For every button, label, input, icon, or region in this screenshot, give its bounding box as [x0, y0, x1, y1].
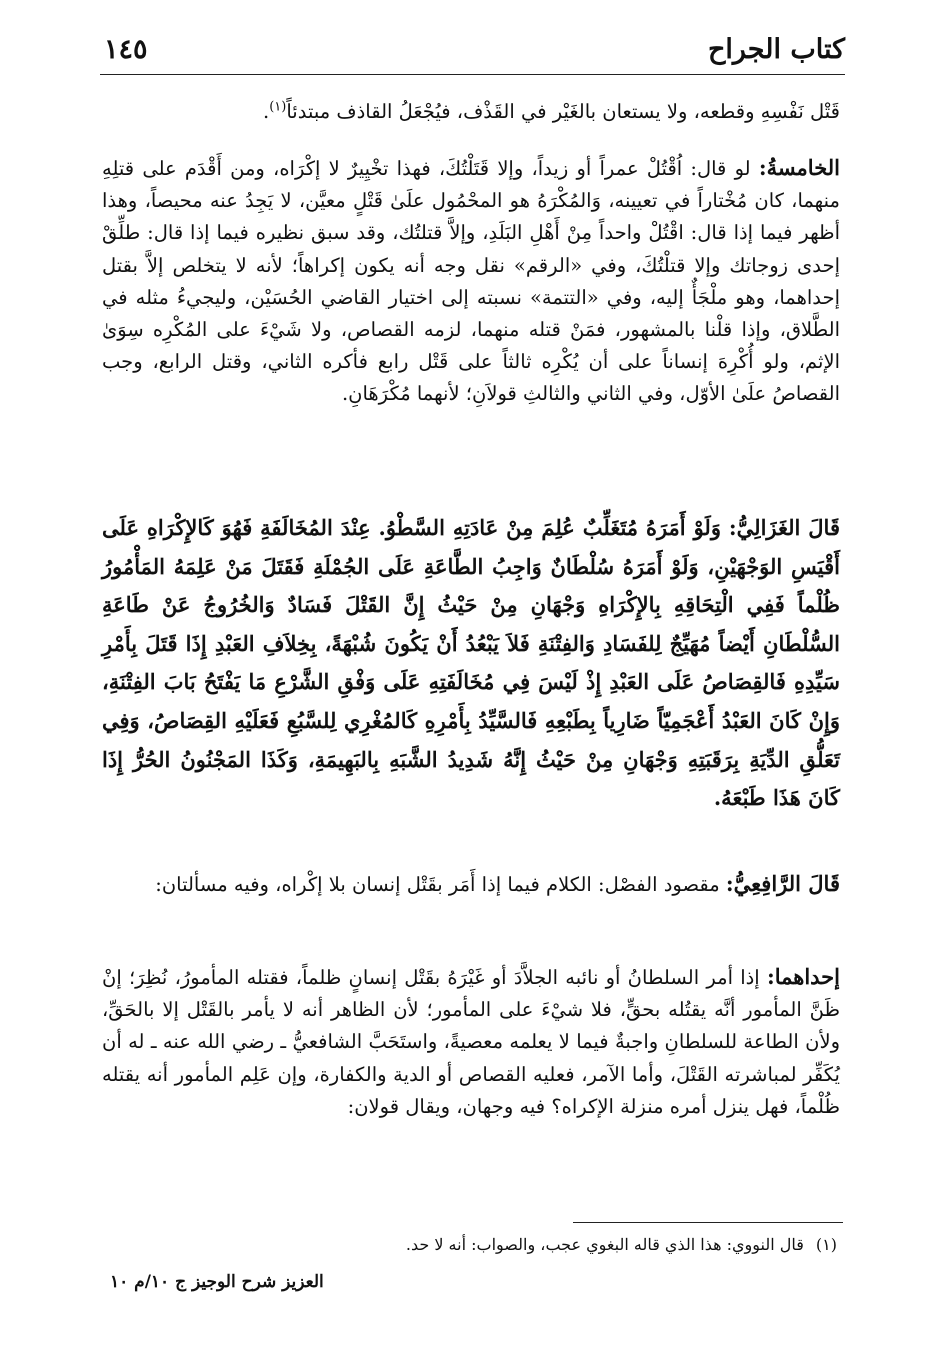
page-number: ١٤٥: [104, 34, 148, 65]
section-heading-rafii: قَالَ الرَّافِعِيُّ:: [725, 871, 840, 896]
paragraph-text: لو قال: اُقْتُلْ عمراً أو زيداً، وإلا قَتَلْتُكَ، فهذا تخْيِيرٌ لا إكْرَاه، ومن أَقْدَم على قتلِهِ منهما، كان مُخْتاراً في تعيينه، وَالمُكْرَهُ هو المحْمُول علَىٰ قَتْلٍ معيَّن، لا يَجِدُ عنه محيصاً، وهذا أظهر فيما إذا قال: اقْتُلْ واحداً مِنْ أَهْلِ البَلَدِ، وإلاَّ قتلتُك، وقد سبق نظيره فيما إذا قال: طلِّقْ إحدى زوجاتك وإلا قتلْتُكَ، وفي «الرقم» نقل وجه أنه يكون إكراهاً؛ لأنه لا يتخلص إلاَّ بقتل إحداهما، وهو ملْجَأٌ إليه، وفي «التتمة» نسبته إلى اختيار القاضي الحُسَيْن، وليجيءُ مثله في الطَّلاق، وإذا قلْنا بالمشهور، فمَنْ قتله منهما، لزمه القصاص، ولا شَيْءَ على المُكْرِه سِوَىٰ الإثم، ولو أُكْرِهَ إنساناً على أن يُكْرِه ثالثاً على قَتْل رابع فأكره الثاني، وقتل الرابع، وجب القصاصُ علَىٰ الأوّل، وفي الثاني والثالثِ قولاَنِ؛ لأنهما مُكْرَهَانِ.: [102, 157, 840, 406]
paragraph-intro: [102, 96, 840, 128]
section-heading-ghazali: قَالَ الغَزَالِيُّ:: [728, 515, 840, 540]
book-title: كتاب الجراح: [707, 34, 845, 65]
paragraph-text: إذا أمر السلطانُ أو نائبه الجلاَّدَ أو غَيْرَهُ بقَتْل إنسانٍ ظلماً، فقتله المأمورُ، نُظِرَ؛ إنْ ظَنَّ المأمور أنَّه يقتُله بحقٍّ، فلا شيْءَ على المأمور؛ لأن الظاهر أنه لا يأمر بالقَتْل إلا بالحَقِّ، ولأن الطاعة للسلطانِ واجبةٌ فيما لا يعلمه معصيةً، واستَحَبَّ الشافعيُّ ـ رضي الله عنه ـ له أن يُكَفِّر لمباشرته القَتْلَ، وأما الآمر، فعليه القصاص أو الدية والكفارة، وإن عَلِم المأمور أنه يقتله ظُلْماً، فهل ينزل أمره منزلة الإكراه؟ فيه وجهان، ويقال قولان:: [102, 966, 840, 1118]
section-heading-fifth: الخامسةُ:: [758, 155, 840, 180]
footnote: [102, 1232, 837, 1258]
paragraph-ghazali-quote: [102, 509, 840, 818]
footnote-reference: (١): [269, 99, 287, 115]
volume-signature: العزيز شرح الوجيز ج ١٠/م ١٠: [110, 1272, 324, 1292]
footnote-number: (١): [815, 1235, 837, 1254]
section-heading-first: إحداهما:: [766, 964, 840, 989]
footnote-text: قال النووي: هذا الذي قاله البغوي عجب، والصواب: أنه لا حد.: [405, 1235, 804, 1254]
paragraph-fifth-issue: [102, 152, 840, 411]
paragraph-rafii: [102, 868, 840, 901]
page-header: [100, 30, 845, 75]
quote-text: وَلَوْ أَمَرَهُ مُتَغَلِّبٌ عُلِمَ مِنْ عَادَتِهِ السَّطْوُ. عِنْدَ المُخَالَفَةِ فَهُوَ كَالإِكْرَاهِ عَلَى أَقْيَسِ الوَجْهَيْنِ، وَلَوْ أَمَرَهُ سُلْطَانٌ وَاجِبُ الطَّاعَةِ عَلَى الجُمْلَةِ فَقَتَلَ مَنْ عَلِمَهُ المَأْمُورُ ظُلْماً فَفِي الْتِحَاقِهِ بِالإِكْرَاهِ وَجْهَانِ مِنْ حَيْثُ إِنَّ القَتْلَ فَسَادٌ وَالخُرُوجُ عَنْ طَاعَةِ السُّلْطَانِ أَيْضاً مُهَيِّجٌ لِلفَسَادِ وَالفِتْنَةِ فَلاَ يَبْعُدُ أَنْ يَكُونَ شُبْهَةً، بِخِلاَفِ العَبْدِ إِذَا قَتَلَ بِأَمْرِ سَيِّدِهِ فَالقِصَاصُ عَلَى العَبْدِ إِذْ لَيْسَ فِي مُخَالَفَتِهِ عَلَى وَفْقِ الشَّرْعِ مَا يَفْتَحُ بَابَ الفِتْنَةِ، وَإِنْ كَانَ العَبْدُ أَعْجَمِيّاً ضَارِياً بِطَبْعِهِ فَالسَّيِّدُ بِأَمْرِهِ كَالمُغْرِي لِلسَّبُعِ فَعَلَيْهِ القِصَاصُ، وَفِي تَعَلُّقِ الدِّيَةِ بِرَقَبَتِهِ وَجْهَانِ مِنْ حَيْثُ إِنَّهُ شَدِيدُ الشَّبَهِ بِالبَهِيمَةِ، وَكَذَا المَجْنُونُ الحُرُّ إِذَا كَانَ هَذَا طَبْعَهُ.: [102, 515, 841, 811]
paragraph-text: مقصود الفصْل: الكلام فيما إذا أَمَر بقَتْل إنسان بلا إكْراه، وفيه مسألتان:: [155, 873, 726, 896]
paragraph-first-issue: [102, 961, 840, 1123]
paragraph-end: .: [263, 100, 270, 123]
paragraph-text: قَتْل نَفْسِهِ وقطعه، ولا يستعان بالغَيْر في القَذْف، فيُجْعَلُ القاذف مبتدئاً: [286, 100, 840, 123]
footnote-divider: [573, 1222, 843, 1223]
